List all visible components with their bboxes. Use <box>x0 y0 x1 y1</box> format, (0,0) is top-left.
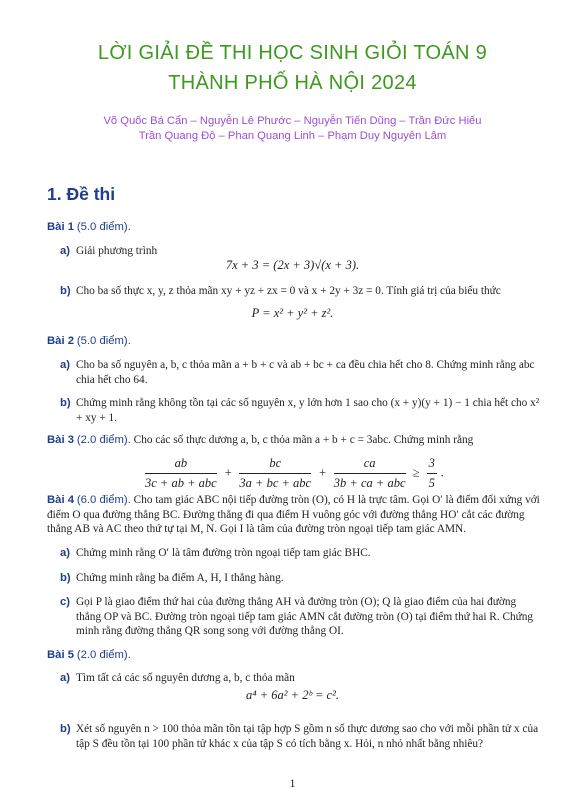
page-number: 1 <box>289 776 296 790</box>
equation-1a: 7x + 3 = (2x + 3)√(x + 3). <box>225 258 360 272</box>
problem-2-label: Bài 2 <box>47 335 75 347</box>
document-title-line2: THÀNH PHỐ HÀ NỘI 2024 <box>168 72 417 94</box>
item-label: b) <box>60 285 71 297</box>
problem-2b <box>60 396 540 425</box>
inequality-3: $\frac{ab}{\text{3c + ab + abc}}$ + $\frac{bc}{\text{3a + bc + abc}}$ + $\frac{ca}{\text{3b + ca + abc}}$ ≥ $\frac{3}{5}$ . <box>144 456 445 490</box>
problem-4-label: Bài 4 <box>47 494 75 506</box>
item-label: a) <box>60 245 71 257</box>
item-label: b) <box>60 397 71 409</box>
problem-4-points: (6.0 điểm). <box>76 494 131 506</box>
problem-5-label: Bài 5 <box>47 649 75 661</box>
problem-4a <box>60 546 540 561</box>
item-text: Cho ba số nguyên a, b, c thỏa mãn a + b + c và ab + bc + ca đều chia hết cho 8. Chứng minh rằng abc chia hết cho 64. <box>76 359 535 386</box>
item-text: Chứng minh rằng O′ là tâm đường tròn ngoại tiếp tam giác BHC. <box>76 547 371 559</box>
problem-5b <box>60 722 540 751</box>
problem-5a <box>60 671 540 686</box>
problem-5-header <box>47 648 547 663</box>
item-text: Gọi P là giao điểm thứ hai của đường thẳng AH và đường tròn (O); Q là giao điểm của hai đường thẳng OP và BC. Đường tròn ngoại tiếp tam giác AMN cắt đường tròn (O) tại điểm thứ hai R. Chứng minh rằng đường thẳng QR song song với đường thẳng OI. <box>76 596 534 637</box>
problem-3-text: Cho các số thực dương a, b, c thỏa mãn a + b + c = 3abc. Chứng minh rằng <box>133 434 474 446</box>
authors-line1: Võ Quốc Bá Cẩn – Nguyễn Lê Phước – Nguyễn Tiến Dũng – Trần Đức Hiếu <box>103 115 482 127</box>
item-label: c) <box>60 596 71 608</box>
equation-1b: P = x² + y² + z². <box>251 306 334 320</box>
problem-3-header <box>47 433 547 448</box>
problem-1-label: Bài 1 <box>47 221 75 233</box>
item-text: Tìm tất cả các số nguyên dương a, b, c thỏa mãn <box>76 672 295 684</box>
problem-3-label: Bài 3 <box>47 434 75 446</box>
problem-5-points: (2.0 điểm). <box>76 649 131 661</box>
problem-3-points: (2.0 điểm). <box>76 434 131 446</box>
fraction-1: $\frac{ab}{\text{3c + ab + abc}}$ <box>144 456 217 490</box>
problem-4-text: Cho tam giác ABC nội tiếp đường tròn (O), có H là trực tâm. Gọi O′ là điểm đối xứng với điểm O qua đường thẳng BC. Đường thẳng đi qua điểm H vuông góc với đường thẳng HO′ cắt các đường thẳng AB và AC theo thứ tự tại M, N. Gọi I là tâm của đường tròn ngoại tiếp tam giác AMN. <box>47 494 540 535</box>
item-text: Giải phương trình <box>76 245 158 257</box>
item-label: a) <box>60 672 71 684</box>
problem-2-header <box>47 334 547 349</box>
problem-2a <box>60 358 540 387</box>
problem-1a <box>60 244 540 259</box>
document-title-line1: LỜI GIẢI ĐỀ THI HỌC SINH GIỎI TOÁN 9 <box>97 42 488 64</box>
problem-2-points: (5.0 điểm). <box>76 335 131 347</box>
item-label: b) <box>60 572 71 584</box>
fraction-3: $\frac{ca}{\text{3b + ca + abc}}$ <box>333 456 406 490</box>
item-label: a) <box>60 547 71 559</box>
equation-5a: a⁴ + 6a² + 2ᵇ = c². <box>246 688 339 702</box>
item-text: Xét số nguyên n > 100 thỏa mãn tồn tại tập hợp S gồm n số thực dương sao cho với mỗi phần tử x của tập S đều tồn tại 100 phần tử khác x của tập S có tích bằng x. Hỏi, n nhỏ nhất bằng nhiêu? <box>76 723 539 750</box>
fraction-2: $\frac{bc}{\text{3a + bc + abc}}$ <box>239 456 312 490</box>
section-title: 1. Đề thi <box>47 184 116 204</box>
problem-1-points: (5.0 điểm). <box>76 221 131 233</box>
item-text: Cho ba số thực x, y, z thỏa mãn xy + yz + zx = 0 và x + 2y + 3z = 0. Tính giá trị của biểu thức <box>76 285 501 297</box>
problem-4b <box>60 571 540 586</box>
item-label: a) <box>60 359 71 371</box>
problem-1b <box>60 284 540 299</box>
problem-1-header <box>47 220 547 235</box>
item-label: b) <box>60 723 71 735</box>
problem-4-header <box>47 493 547 537</box>
fraction-rhs: $\frac{3}{5}$ <box>428 456 435 490</box>
problem-4c <box>60 595 540 639</box>
item-text: Chứng minh rằng không tồn tại các số nguyên x, y lớn hơn 1 sao cho (x + y)(y + 1) − 1 chia hết cho x² + xy + 1. <box>76 397 540 424</box>
authors-line2: Trần Quang Độ – Phan Quang Linh – Phạm Duy Nguyên Lâm <box>138 130 447 142</box>
item-text: Chứng minh rằng ba điểm A, H, I thẳng hàng. <box>76 572 284 584</box>
